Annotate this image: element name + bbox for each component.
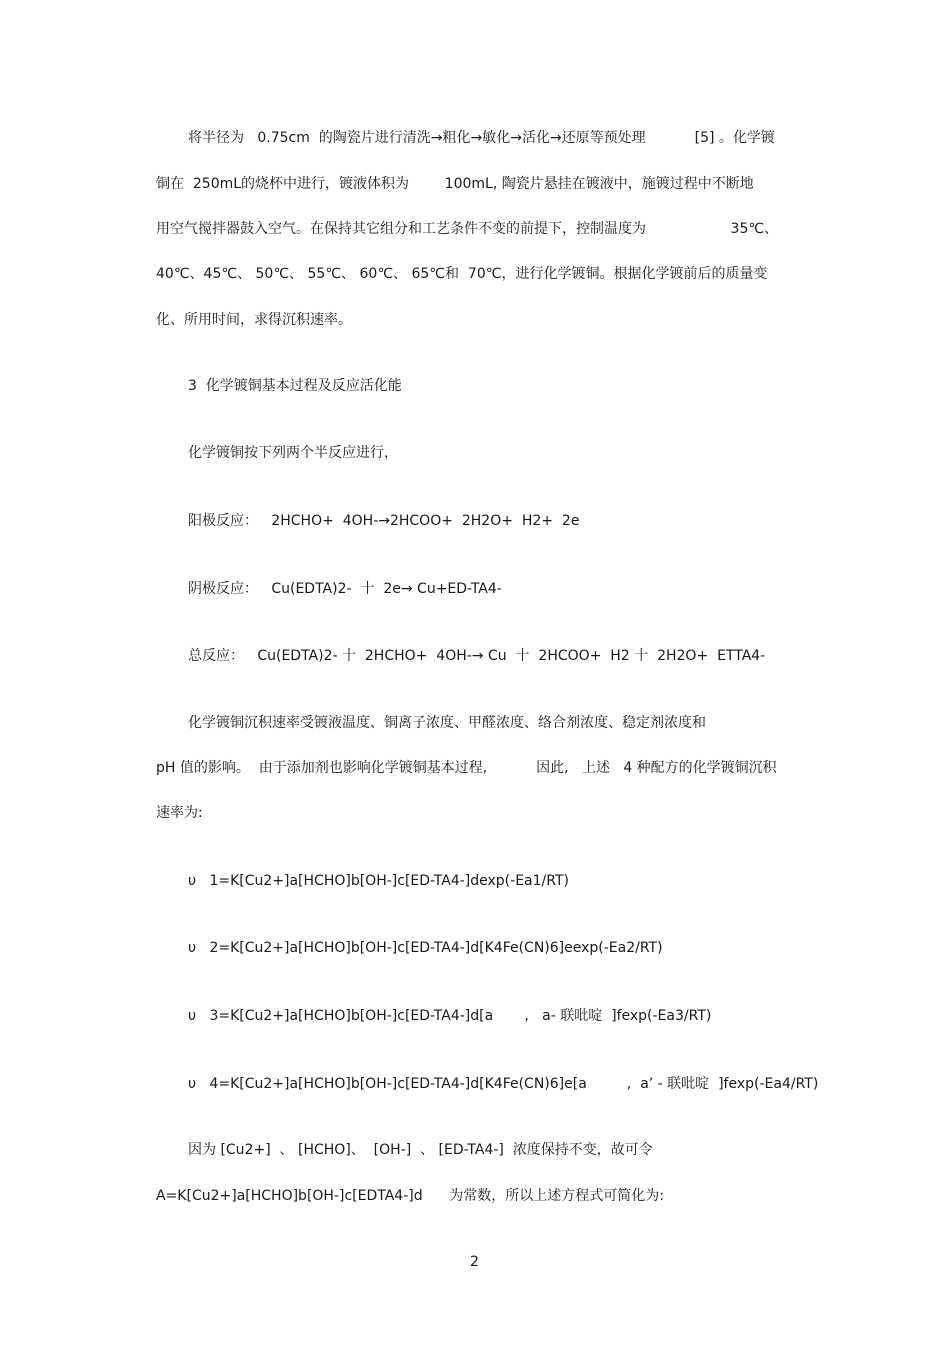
rate-equation-4: υ 4=K[Cu2+]a[HCHO]b[OH-]c[ED-TA4-]d[K4Fe(CN)6]e[a , a’ - 联吡啶 ]fexp(-Ea4/RT)	[188, 1076, 819, 1092]
paragraph1-line4: 40℃、45℃、 50℃、 55℃、 60℃、 65℃和 70℃，进行化学镀铜。根据化学镀前后的质量变	[156, 266, 768, 282]
paragraph1-line1: 将半径为 0.75cm 的陶瓷片进行清洗→粗化→敏化→活化→还原等预处理 [5] 。化学镀	[188, 130, 775, 146]
total-reaction: 总反应： Cu(EDTA)2- 十 2HCHO+ 4OH-→ Cu 十 2HCOO+ H2 十 2H2O+ ETTA4-	[188, 648, 766, 664]
section-heading: 3 化学镀铜基本过程及反应活化能	[188, 378, 402, 394]
paragraph1-line2: 铜在 250mL的烧杯中进行，镀液体积为 100mL, 陶瓷片悬挂在镀液中，施镀过程中不断地	[156, 176, 754, 192]
rate-equation-1: υ 1=K[Cu2+]a[HCHO]b[OH-]c[ED-TA4-]dexp(-Ea1/RT)	[188, 873, 569, 889]
paragraph2-line1: 化学镀铜沉积速率受镀液温度、铜离子浓度、甲醛浓度、络合剂浓度、稳定剂浓度和	[188, 715, 706, 731]
cathode-reaction: 阴极反应： Cu(EDTA)2- 十 2e→ Cu+ED-TA4-	[188, 581, 502, 597]
paragraph3-line2: A=K[Cu2+]a[HCHO]b[OH-]c[EDTA4-]d 为常数，所以上述方程式可简化为:	[156, 1188, 665, 1204]
paragraph3-line1: 因为 [Cu2+] 、 [HCHO]、 [OH-] 、 [ED-TA4-] 浓度保持不变，故可令	[188, 1142, 653, 1158]
paragraph2-line3: 速率为:	[156, 805, 203, 821]
intro-line: 化学镀铜按下列两个半反应进行，	[188, 445, 398, 461]
rate-equation-3: υ 3=K[Cu2+]a[HCHO]b[OH-]c[ED-TA4-]d[a , a- 联吡啶 ]fexp(-Ea3/RT)	[188, 1008, 712, 1024]
paragraph2-line2: pH 值的影响。 由于添加剂也影响化学镀铜基本过程, 因此, 上述 4 种配方的化学镀铜沉积	[156, 760, 777, 776]
paragraph1-line3: 用空气搅拌器鼓入空气。在保持其它组分和工艺条件不变的前提下，控制温度为 35℃、	[156, 221, 779, 237]
anode-reaction: 阳极反应： 2HCHO+ 4OH-→2HCOO+ 2H2O+ H2+ 2e	[188, 513, 580, 529]
paragraph1-line5: 化、所用时间，求得沉积速率。	[156, 312, 352, 328]
rate-equation-2: υ 2=K[Cu2+]a[HCHO]b[OH-]c[ED-TA4-]d[K4Fe(CN)6]eexp(-Ea2/RT)	[188, 940, 663, 956]
page-number: 2	[470, 1254, 479, 1270]
